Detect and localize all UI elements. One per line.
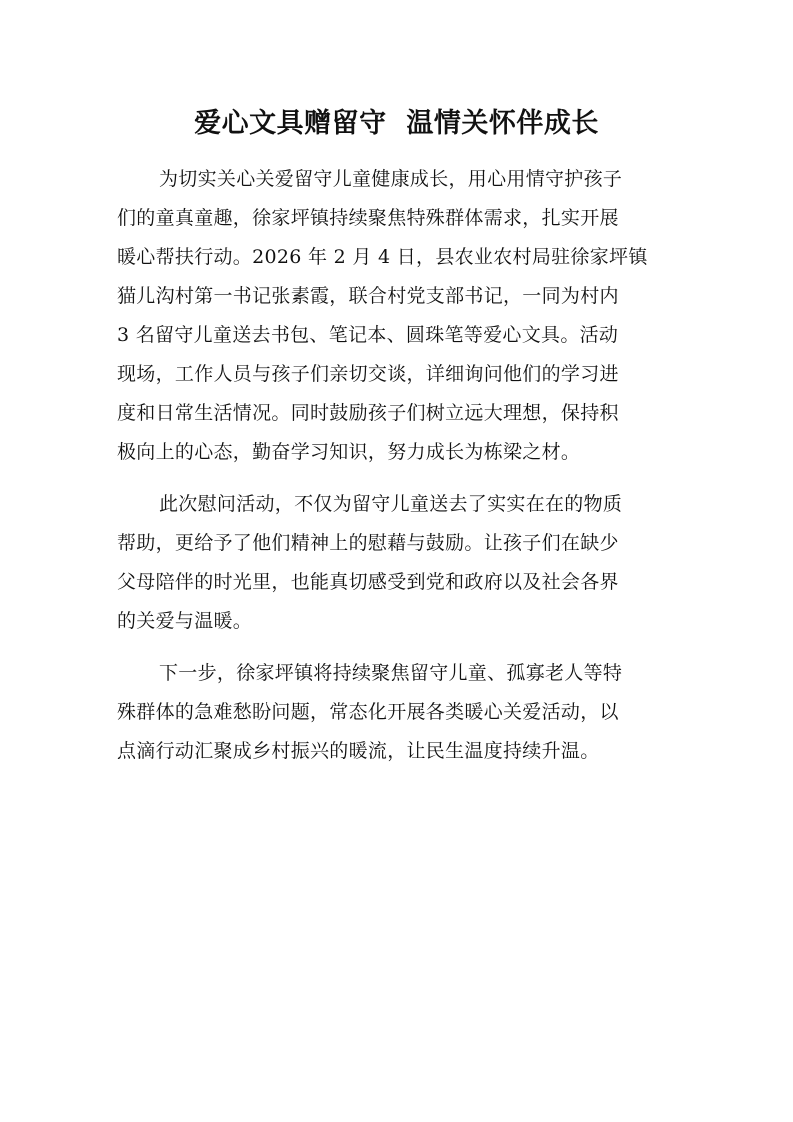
paragraph-line: 点滴行动汇聚成乡村振兴的暖流，让民生温度持续升温。: [117, 740, 600, 762]
paragraph-line: 父母陪伴的时光里，也能真切感受到党和政府以及社会各界: [117, 571, 619, 593]
paragraph-line: 现场，工作人员与孩子们亲切交谈，详细询问他们的学习进: [117, 363, 619, 385]
paragraph-line: 3 名留守儿童送去书包、笔记本、圆珠笔等爱心文具。活动: [117, 324, 619, 346]
document-title: 爱心文具赠留守 温情关怀伴成长: [194, 108, 599, 139]
paragraph-3: [117, 654, 677, 771]
paragraph-line: 极向上的心态，勤奋学习知识，努力成长为栋梁之材。: [117, 441, 581, 463]
paragraph-line: 们的童真童趣，徐家坪镇持续聚焦特殊群体需求，扎实开展: [117, 207, 619, 229]
paragraph-spacer: [117, 641, 677, 654]
paragraph-line: 暖心帮扶行动。2026 年 2 月 4 日，县农业农村局驻徐家坪镇: [117, 246, 648, 268]
paragraph-line: 下一步，徐家坪镇将持续聚焦留守儿童、孤寡老人等特: [159, 662, 623, 684]
paragraph-spacer: [117, 472, 677, 485]
paragraph-line: 的关爱与温暖。: [117, 610, 253, 632]
paragraph-line: 度和日常生活情况。同时鼓励孩子们树立远大理想，保持积: [117, 402, 619, 424]
paragraph-line: 为切实关心关爱留守儿童健康成长，用心用情守护孩子: [159, 168, 623, 190]
paragraph-line: 猫儿沟村第一书记张素霞，联合村党支部书记，一同为村内: [117, 285, 619, 307]
paragraph-line: 此次慰问活动，不仅为留守儿童送去了实实在在的物质: [159, 493, 623, 515]
paragraph-1: [117, 160, 677, 472]
document-body: [117, 160, 677, 771]
paragraph-line: 殊群体的急难愁盼问题，常态化开展各类暖心关爱活动，以: [117, 701, 619, 723]
paragraph-line: 帮助，更给予了他们精神上的慰藉与鼓励。让孩子们在缺少: [117, 532, 619, 554]
paragraph-2: [117, 485, 677, 641]
